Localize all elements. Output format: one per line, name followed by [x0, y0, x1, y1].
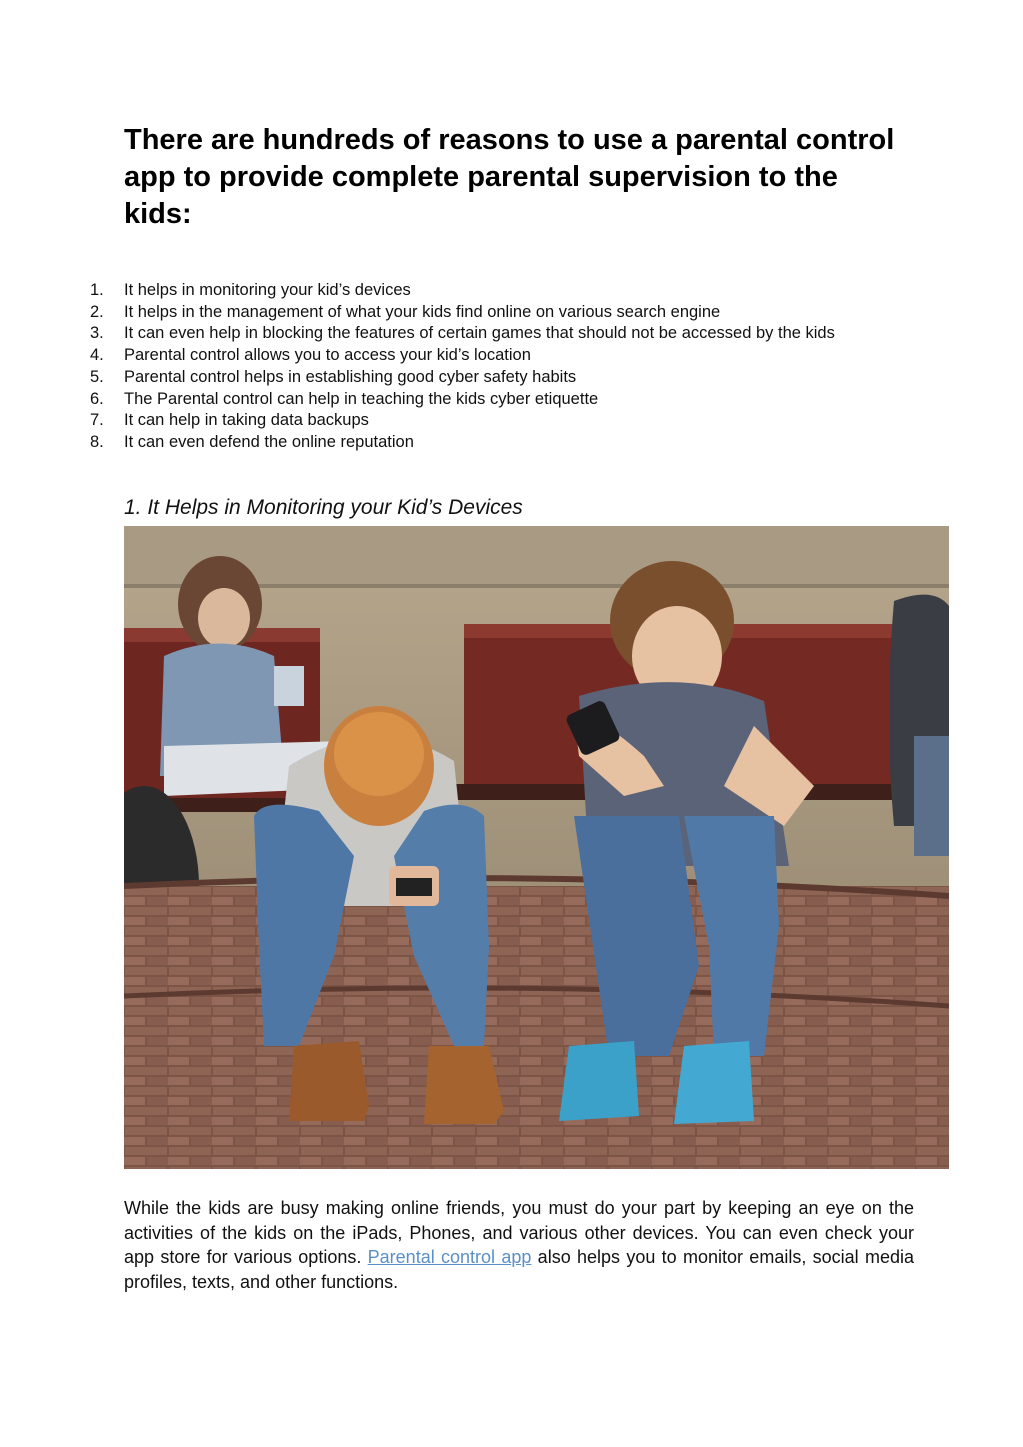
list-item-number: 5. — [90, 367, 104, 386]
list-item — [90, 389, 910, 411]
list-item — [90, 410, 910, 432]
list-item — [90, 345, 910, 367]
list-item-number: 3. — [90, 324, 104, 343]
list-item — [90, 323, 910, 345]
list-item-text: It can even defend the online reputation — [124, 432, 414, 451]
reasons-list — [90, 280, 910, 454]
paragraph-text-after-link: also helps you to monitor emails, social media profiles, texts, and other functions. — [124, 1247, 914, 1292]
list-item — [90, 367, 910, 389]
list-item-text: Parental control allows you to access your kid’s location — [124, 346, 531, 365]
list-item-text: It can help in taking data backups — [124, 411, 369, 430]
list-item-number: 7. — [90, 411, 104, 430]
list-item-text: The Parental control can help in teaching the kids cyber etiquette — [124, 389, 599, 408]
paragraph-text-before-link: While the kids are busy making online friends, you must do your part by keeping an eye on the activities of the kids on the iPads, Phones, and various other devices. You can even check your app store for various options. — [124, 1198, 914, 1267]
list-item-text: Parental control helps in establishing good cyber safety habits — [124, 367, 577, 386]
list-item-number: 2. — [90, 302, 104, 321]
list-item-number: 4. — [90, 346, 104, 365]
list-item-number: 1. — [90, 281, 104, 299]
list-item-text: It helps in the management of what your kids find online on various search engine — [124, 302, 721, 321]
section-title: 1. It Helps in Monitoring your Kid’s Devices — [124, 496, 523, 519]
parental-control-app-link[interactable]: Parental control app — [367, 1247, 532, 1267]
list-item-text: It helps in monitoring your kid’s devices — [124, 281, 411, 299]
list-item — [90, 280, 910, 302]
list-item — [90, 302, 910, 324]
page-heading: There are hundreds of reasons to use a parental control app to provide complete parental supervision to the kids: — [124, 124, 895, 230]
list-item-number: 8. — [90, 432, 104, 451]
list-item — [90, 432, 910, 454]
list-item-text: It can even help in blocking the features of certain games that should not be accessed by the kids — [124, 324, 835, 343]
body-paragraph — [124, 1196, 914, 1294]
kids-using-phones-photo — [124, 526, 949, 1169]
list-item-number: 6. — [90, 389, 104, 408]
